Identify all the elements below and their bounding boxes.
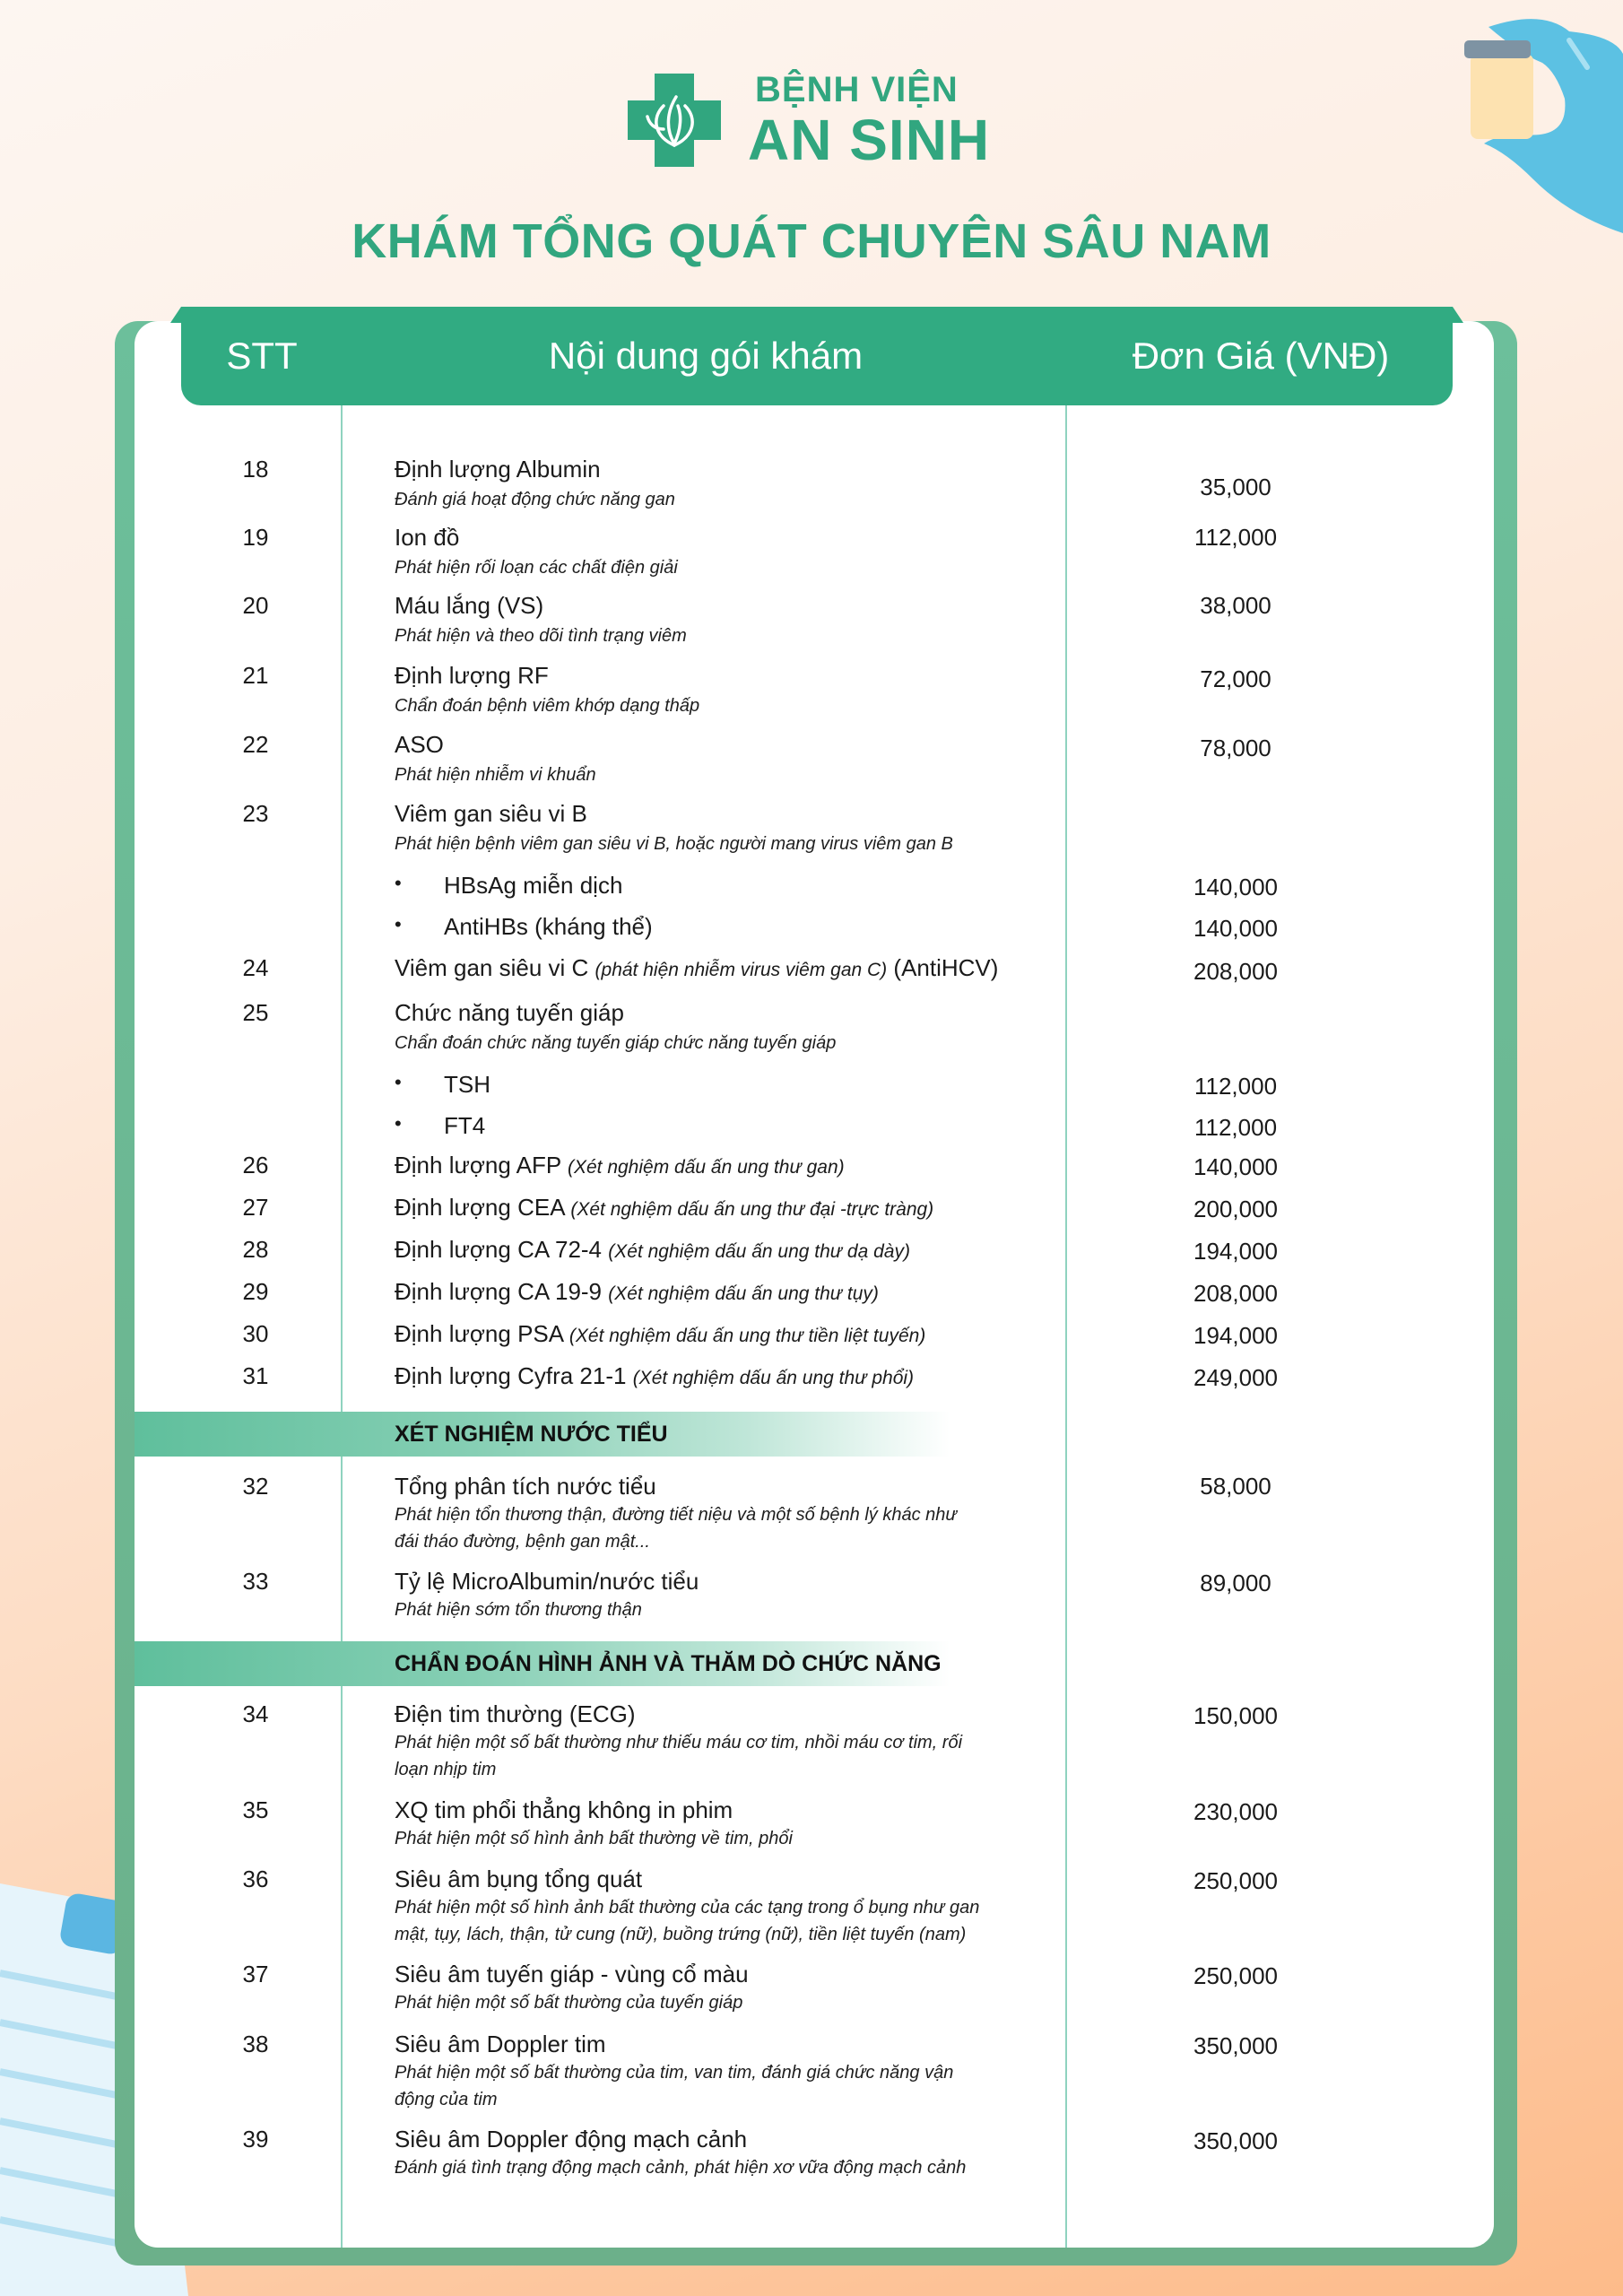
row-name: Máu lắng (VS) [395, 592, 544, 619]
row-name: Tổng phân tích nước tiểu [395, 1473, 656, 1500]
row-price: 350,000 [1193, 2032, 1278, 2059]
row-name-main: Định lượng Cyfra 21-1 [395, 1362, 627, 1389]
row-stt: 39 [242, 2126, 269, 2152]
row-stt: 18 [242, 456, 269, 483]
row-stt: 31 [242, 1362, 269, 1389]
page-title: KHÁM TỔNG QUÁT CHUYÊN SÂU NAM [352, 214, 1271, 268]
row-price: 35,000 [1200, 474, 1271, 500]
row-name: Định lượng Albumin [395, 456, 601, 483]
row-name: Điện tim thường (ECG) [395, 1700, 636, 1727]
row-name [395, 1362, 1076, 1390]
row-stt: 24 [242, 954, 269, 981]
row-name [395, 1194, 1076, 1222]
row-stt: 32 [242, 1473, 269, 1500]
brand-line2: AN SINH [748, 108, 991, 172]
row-name [395, 1320, 1076, 1348]
row-desc: Phát hiện một số bất thường của tim, van tim, đánh giá chức năng vận [395, 2063, 954, 2083]
row-price: 194,000 [1193, 1238, 1278, 1265]
row-note: (Xét nghiệm dấu ấn ung thư dạ dày) [608, 1241, 910, 1262]
row-desc: Phát hiện một số bất thường như thiếu máu cơ tim, nhồi máu cơ tim, rối [395, 1733, 963, 1752]
row-desc: Phát hiện sớm tổn thương thận [395, 1600, 642, 1620]
medical-cross-lotus-icon [628, 74, 721, 167]
row-price: 350,000 [1193, 2127, 1278, 2154]
sub-item-bullet: • [395, 872, 402, 894]
sub-item-name: HBsAg miễn dịch [444, 872, 623, 899]
row-price: 89,000 [1200, 1570, 1271, 1596]
row-desc-cont: loạn nhịp tim [395, 1760, 497, 1779]
table-header [181, 307, 1453, 405]
sub-item-name: FT4 [444, 1112, 486, 1139]
section-header-imaging [135, 1641, 1494, 1686]
row-name [395, 1236, 1076, 1264]
sub-item-bullet: • [395, 913, 402, 935]
row-stt: 34 [242, 1700, 269, 1727]
sub-item-bullet: • [395, 1112, 402, 1135]
row-stt: 22 [242, 731, 269, 758]
row-name-main: Định lượng CEA [395, 1194, 565, 1221]
row-price: 194,000 [1193, 1322, 1278, 1349]
row-desc: Phát hiện tổn thương thận, đường tiết niệu và một số bệnh lý khác như [395, 1505, 958, 1525]
row-price: 72,000 [1200, 665, 1271, 692]
row-desc: Đánh giá hoạt động chức năng gan [395, 490, 675, 509]
row-name-main: Định lượng PSA [395, 1320, 563, 1347]
glove-sample-jar-illustration [1435, 0, 1623, 242]
row-stt: 21 [242, 662, 269, 689]
row-name: XQ tim phổi thẳng không in phim [395, 1796, 733, 1823]
row-price: 112,000 [1193, 524, 1278, 551]
hospital-logo [628, 70, 991, 172]
sub-item-name: TSH [444, 1071, 490, 1098]
row-stt: 28 [242, 1236, 269, 1263]
row-stt: 38 [242, 2031, 269, 2057]
row-note: (phát hiện nhiễm virus viêm gan C) [595, 960, 888, 980]
brand-line1: BỆNH VIỆN [755, 70, 959, 109]
row-name: Tỷ lệ MicroAlbumin/nước tiểu [395, 1568, 699, 1595]
row-price: 78,000 [1200, 735, 1271, 761]
row-desc: Đánh giá tình trạng động mạch cảnh, phát hiện xơ vữa động mạch cảnh [395, 2158, 967, 2178]
sub-item-name: AntiHBs (kháng thể) [444, 913, 653, 940]
row-note: (Xét nghiệm dấu ấn ung thư đại -trực tràng) [570, 1199, 934, 1220]
row-note: (Xét nghiệm dấu ấn ung thư tụy) [608, 1283, 879, 1304]
row-desc: Phát hiện và theo dõi tình trạng viêm [395, 626, 687, 646]
row-desc: Phát hiện rối loạn các chất điện giải [395, 558, 678, 578]
row-stt: 27 [242, 1194, 269, 1221]
row-name: Chức năng tuyến giáp [395, 999, 624, 1026]
row-desc: Chẩn đoán bệnh viêm khớp dạng thấp [395, 696, 700, 716]
row-name: Siêu âm bụng tổng quát [395, 1866, 643, 1892]
row-stt: 19 [242, 524, 269, 551]
row-desc: Chẩn đoán chức năng tuyến giáp chức năng tuyến giáp [395, 1033, 837, 1053]
row-name [395, 1278, 1076, 1306]
row-stt: 33 [242, 1568, 269, 1595]
row-price: 208,000 [1193, 958, 1278, 985]
sub-item-price: 140,000 [1193, 874, 1278, 900]
row-desc-cont: đái tháo đường, bệnh gan mật... [395, 1532, 650, 1552]
row-price: 150,000 [1193, 1702, 1278, 1729]
row-stt: 35 [242, 1796, 269, 1823]
row-note: (Xét nghiệm dấu ấn ung thư gan) [567, 1157, 845, 1178]
row-name [395, 954, 1076, 982]
row-name-main: Định lượng CA 72-4 [395, 1236, 603, 1263]
row-name: Viêm gan siêu vi B [395, 800, 587, 827]
header-stt: STT [226, 335, 298, 377]
row-desc: Phát hiện một số bất thường của tuyến giáp [395, 1993, 743, 2013]
row-stt: 26 [242, 1152, 269, 1178]
row-price: 208,000 [1193, 1280, 1278, 1307]
row-name-main: Định lượng AFP [395, 1152, 561, 1178]
row-stt: 37 [242, 1961, 269, 1987]
row-price: 58,000 [1200, 1473, 1271, 1500]
row-price: 249,000 [1193, 1364, 1278, 1391]
row-desc: Phát hiện bệnh viêm gan siêu vi B, hoặc người mang virus viêm gan B [395, 834, 953, 854]
row-name: ASO [395, 731, 444, 758]
row-name: Định lượng RF [395, 662, 549, 689]
section-label: XÉT NGHIỆM NƯỚC TIỂU [395, 1421, 668, 1447]
row-stt: 25 [242, 999, 269, 1026]
row-name: Siêu âm Doppler tim [395, 2031, 606, 2057]
header-price: Đơn Giá (VNĐ) [1132, 335, 1390, 377]
row-price: 250,000 [1193, 1867, 1278, 1894]
row-stt: 30 [242, 1320, 269, 1347]
row-name: Siêu âm Doppler động mạch cảnh [395, 2126, 748, 2152]
row-price: 200,000 [1193, 1196, 1278, 1222]
row-desc: Phát hiện một số hình ảnh bất thường về tim, phổi [395, 1829, 793, 1848]
row-price: 230,000 [1193, 1798, 1278, 1825]
section-label: CHẨN ĐOÁN HÌNH ẢNH VÀ THĂM DÒ CHỨC NĂNG [395, 1650, 942, 1676]
row-note: (Xét nghiệm dấu ấn ung thư phổi) [632, 1368, 915, 1388]
row-name-main: Định lượng CA 19-9 [395, 1278, 603, 1305]
header-content: Nội dung gói khám [548, 335, 864, 377]
row-name: Ion đồ [395, 524, 460, 551]
row-desc-cont: động của tim [395, 2090, 498, 2109]
row-name [395, 1152, 1076, 1179]
row-price: 140,000 [1193, 1153, 1278, 1180]
row-desc: Phát hiện nhiễm vi khuẩn [395, 765, 596, 785]
section-header-urine [135, 1412, 1494, 1457]
row-desc: Phát hiện một số hình ảnh bất thường của các tạng trong ổ bụng như gan [395, 1898, 980, 1918]
row-stt: 20 [242, 592, 269, 619]
row-stt: 23 [242, 800, 269, 827]
row-stt: 29 [242, 1278, 269, 1305]
row-name: Siêu âm tuyến giáp - vùng cổ màu [395, 1961, 749, 1987]
row-stt: 36 [242, 1866, 269, 1892]
sub-item-bullet: • [395, 1071, 402, 1093]
sub-item-price: 112,000 [1193, 1114, 1278, 1141]
row-name-suffix: (AntiHCV) [893, 954, 999, 981]
row-note: (Xét nghiệm dấu ấn ung thư tiền liệt tuyến) [568, 1326, 926, 1346]
row-desc-cont: mật, tụy, lách, thận, tử cung (nữ), buồng trứng (nữ), tiền liệt tuyến (nam) [395, 1925, 967, 1944]
row-price: 250,000 [1193, 1962, 1278, 1989]
sub-item-price: 140,000 [1193, 915, 1278, 942]
row-price: 38,000 [1200, 592, 1271, 619]
row-name-main: Viêm gan siêu vi C [395, 954, 589, 981]
sub-item-price: 112,000 [1193, 1073, 1278, 1100]
